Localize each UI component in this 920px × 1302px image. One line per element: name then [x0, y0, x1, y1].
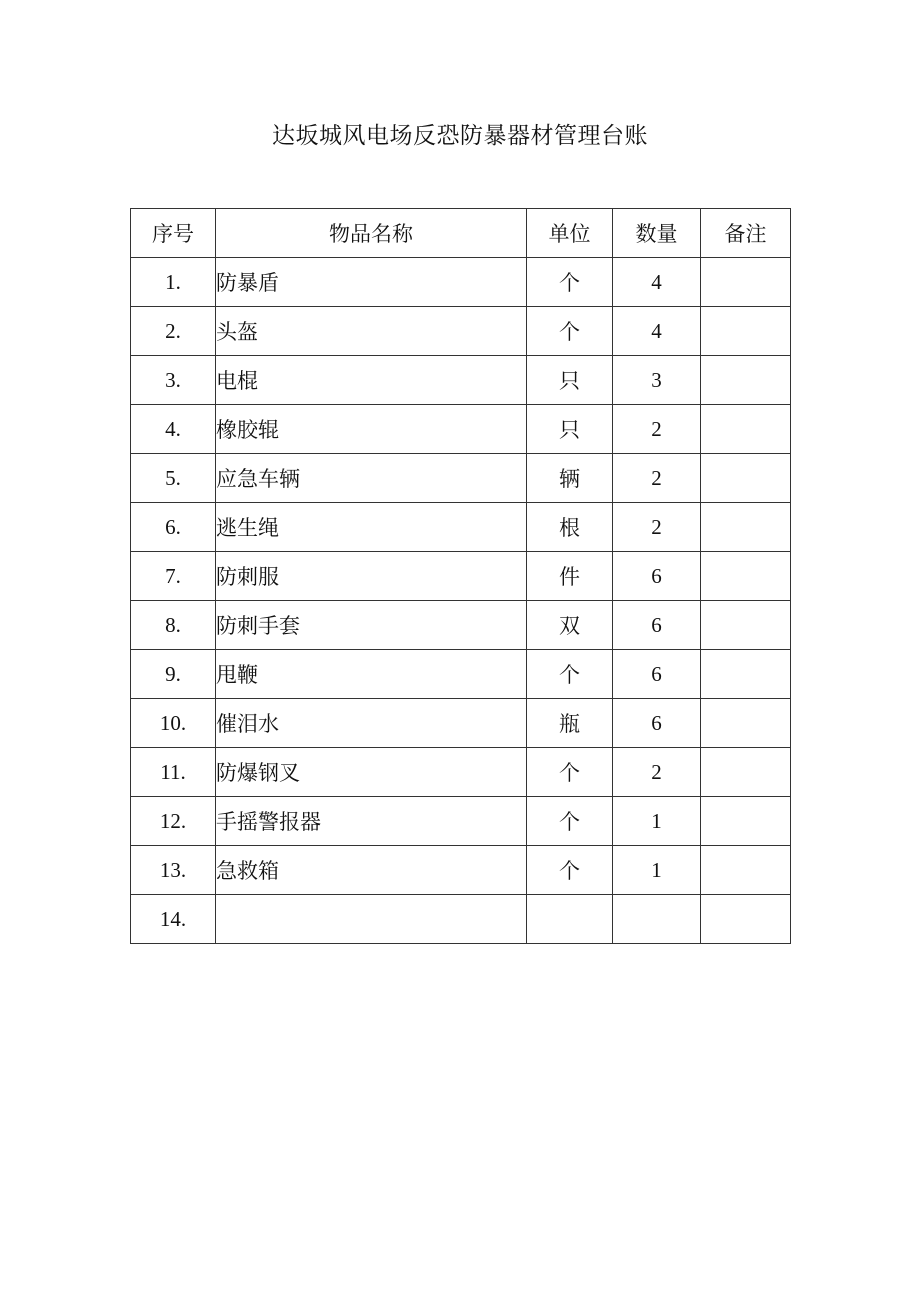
- table-row: [131, 895, 791, 944]
- cell-unit: [527, 895, 613, 944]
- cell-quantity: 4: [613, 307, 701, 356]
- cell-item-name: 电棍: [216, 356, 527, 405]
- table-row: [131, 405, 791, 454]
- cell-quantity: 1: [613, 797, 701, 846]
- header-name: 物品名称: [216, 209, 527, 258]
- cell-unit: 个: [527, 748, 613, 797]
- cell-item-name: 防刺服: [216, 552, 527, 601]
- cell-unit: 个: [527, 258, 613, 307]
- cell-index: 7.: [131, 552, 216, 601]
- table-row: [131, 307, 791, 356]
- cell-note: [701, 405, 791, 454]
- cell-item-name: 催泪水: [216, 699, 527, 748]
- cell-item-name: 头盔: [216, 307, 527, 356]
- cell-index: 9.: [131, 650, 216, 699]
- cell-item-name: 应急车辆: [216, 454, 527, 503]
- header-note: 备注: [701, 209, 791, 258]
- cell-note: [701, 454, 791, 503]
- cell-index: 3.: [131, 356, 216, 405]
- cell-note: [701, 356, 791, 405]
- header-unit: 单位: [527, 209, 613, 258]
- equipment-ledger-table: [130, 208, 791, 944]
- table-header-row: [131, 209, 791, 258]
- table-row: [131, 258, 791, 307]
- cell-note: [701, 552, 791, 601]
- cell-note: [701, 748, 791, 797]
- cell-note: [701, 503, 791, 552]
- table-row: [131, 748, 791, 797]
- cell-note: [701, 846, 791, 895]
- cell-unit: 双: [527, 601, 613, 650]
- cell-quantity: 6: [613, 699, 701, 748]
- table-row: [131, 356, 791, 405]
- cell-note: [701, 258, 791, 307]
- header-quantity: 数量: [613, 209, 701, 258]
- table-row: [131, 650, 791, 699]
- cell-unit: 个: [527, 650, 613, 699]
- cell-item-name: 急救箱: [216, 846, 527, 895]
- cell-unit: 只: [527, 405, 613, 454]
- cell-unit: 个: [527, 307, 613, 356]
- cell-item-name: [216, 895, 527, 944]
- cell-quantity: [613, 895, 701, 944]
- cell-unit: 根: [527, 503, 613, 552]
- cell-item-name: 甩鞭: [216, 650, 527, 699]
- table-row: [131, 552, 791, 601]
- cell-quantity: 2: [613, 748, 701, 797]
- table-row: [131, 503, 791, 552]
- cell-quantity: 6: [613, 650, 701, 699]
- cell-unit: 个: [527, 797, 613, 846]
- cell-index: 14.: [131, 895, 216, 944]
- cell-unit: 个: [527, 846, 613, 895]
- cell-item-name: 手摇警报器: [216, 797, 527, 846]
- table-row: [131, 699, 791, 748]
- cell-index: 13.: [131, 846, 216, 895]
- table-row: [131, 601, 791, 650]
- cell-quantity: 2: [613, 405, 701, 454]
- cell-quantity: 3: [613, 356, 701, 405]
- cell-note: [701, 699, 791, 748]
- cell-quantity: 6: [613, 552, 701, 601]
- cell-index: 10.: [131, 699, 216, 748]
- cell-index: 12.: [131, 797, 216, 846]
- table-row: [131, 454, 791, 503]
- cell-note: [701, 307, 791, 356]
- cell-index: 11.: [131, 748, 216, 797]
- cell-index: 5.: [131, 454, 216, 503]
- cell-unit: 辆: [527, 454, 613, 503]
- cell-note: [701, 601, 791, 650]
- cell-unit: 只: [527, 356, 613, 405]
- cell-index: 2.: [131, 307, 216, 356]
- cell-item-name: 防刺手套: [216, 601, 527, 650]
- cell-item-name: 橡胶辊: [216, 405, 527, 454]
- cell-quantity: 6: [613, 601, 701, 650]
- cell-item-name: 防暴盾: [216, 258, 527, 307]
- cell-unit: 瓶: [527, 699, 613, 748]
- cell-index: 4.: [131, 405, 216, 454]
- table-row: [131, 846, 791, 895]
- cell-quantity: 2: [613, 454, 701, 503]
- cell-quantity: 1: [613, 846, 701, 895]
- cell-quantity: 4: [613, 258, 701, 307]
- cell-index: 6.: [131, 503, 216, 552]
- cell-note: [701, 895, 791, 944]
- cell-item-name: 防爆钢叉: [216, 748, 527, 797]
- table-body: [131, 258, 791, 944]
- page-title: 达坂城风电场反恐防暴器材管理台账: [272, 123, 648, 149]
- cell-note: [701, 650, 791, 699]
- cell-note: [701, 797, 791, 846]
- table-row: [131, 797, 791, 846]
- cell-quantity: 2: [613, 503, 701, 552]
- cell-item-name: 逃生绳: [216, 503, 527, 552]
- cell-index: 8.: [131, 601, 216, 650]
- cell-unit: 件: [527, 552, 613, 601]
- header-index: 序号: [131, 209, 216, 258]
- cell-index: 1.: [131, 258, 216, 307]
